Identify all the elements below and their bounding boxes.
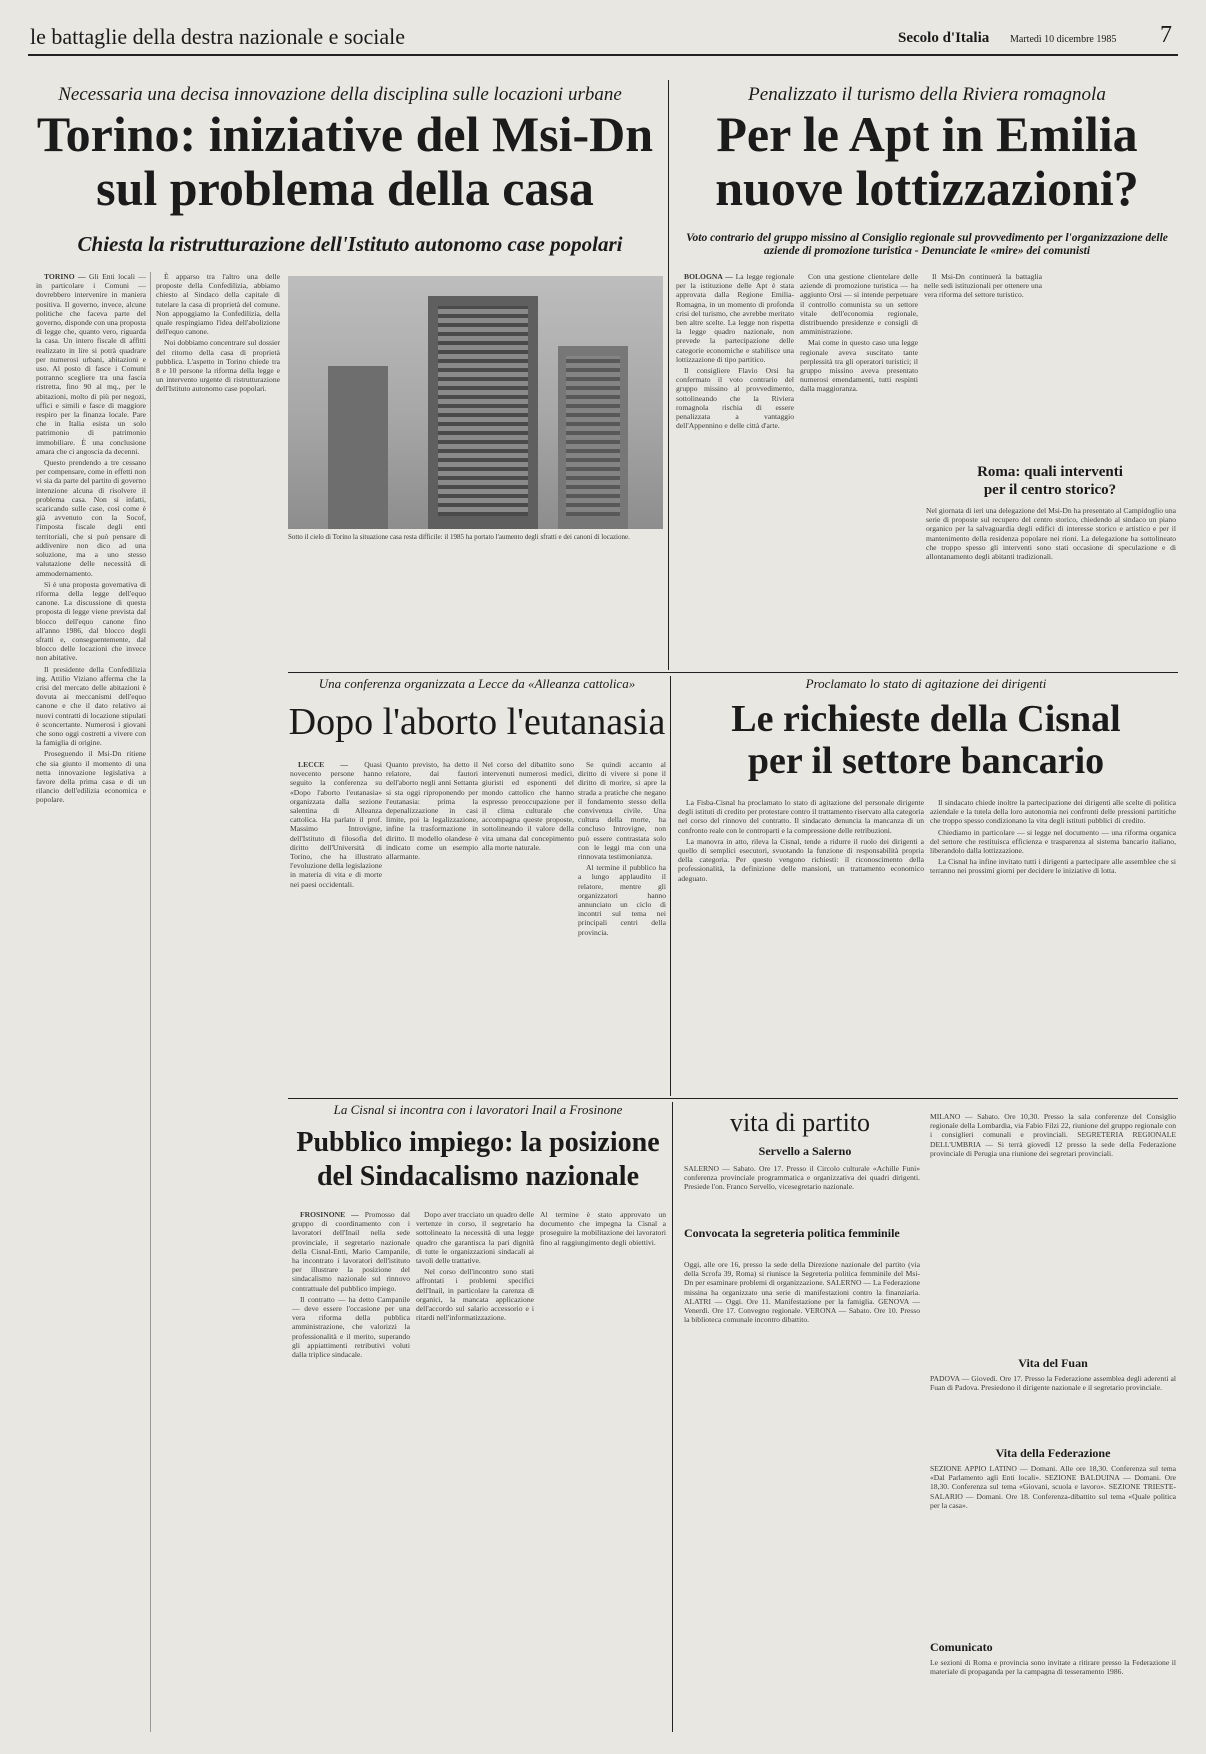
cisnal-bank-text-3: Il sindacato chiede inoltre la partecipazione dei dirigenti alle scelte di politica aziendale e la tutela della loro autonomia nei confronti delle pressioni partitiche che troppo spesso condizionano la vita degli istituti pubblici di credito. [930,798,1176,826]
vita-item-heading-2: Convocata la segreteria politica femminile [684,1226,900,1240]
eutanasia-column-1 [290,760,382,1090]
cisnal-bank-column-2 [930,798,1176,1088]
eutanasia-kicker: Una conferenza organizzata a Lecce da «Alleanza cattolica» [318,676,636,691]
apt-headline-2: nuove lottizzazioni? [715,160,1139,216]
cisnal-bank-text-1: La Fisba-Cisnal ha proclamato lo stato di agitazione del personale dirigente degli istituti di credito per protestare contro il trattamento riservato alla categoria nel corso del rinnovo del contratto. Il sindacato denuncia la mancanza di un confronto reale con le controparti e la compressione delle retribuzioni. [678,798,924,835]
eutanasia-headline: Dopo l'aborto l'eutanasia [288,701,666,743]
cisnal-bank-column-1 [678,798,924,1088]
roma-title-2: per il centro storico? [983,482,1117,498]
section-title: le battaglie della destra nazionale e sociale [30,24,406,49]
torino-dateline: TORINO — [44,272,86,281]
housing-photo [288,276,663,529]
impiego-column-3: Al termine è stato approvato un documento che impegna la Cisnal a proseguire la mobilitazione dei lavoratori fino al raggiungimento degli obiettivi. [540,1210,666,1247]
vita-item-heading-1: Servello a Salerno [758,1144,852,1158]
torino-column-1 [36,272,146,1732]
vita-item-text-3: MILANO — Sabato. Ore 10,30. Presso la sala conferenze del Consiglio regionale della Lombardia, via Fabio Filzi 22, riunione del gruppo regionale con i consiglieri comunali e provinciali. SEGRETERIA REGIONALE DELL'UMBRIA — Si terrà giovedì 12 presso la sede della Federazione provinciale di Perugia una riunione dei segretari provinciali. [930,1112,1176,1158]
vita-item-text-5: SEZIONE APPIO LATINO — Domani. Alle ore 18,30. Conferenza sul tema «Dal Parlamento agli Enti locali». SEZIONE BALDUINA — Domani. Ore 18,30. Conferenza sul tema «Giovani, scuola e lavoro». SEZIONE TRIESTE-SALARIO — Domani. Ore 18. Conferenza-dibattito sul tema «Quale politica per la casa». [930,1464,1176,1510]
impiego-text-4: Nel corso dell'incontro sono stati affrontati i problemi specifici dell'Inail, in particolare la carenza di organici, la mancata applicazione dell'accordo sul salario accessorio e i ritardi nell'informatizzazione. [416,1267,534,1323]
apt-text-2: Il consigliere Flavio Orsi ha confermato il voto contrario del gruppo missino al provvedimento, sottolineando che la Riviera romagnola rischia di essere penalizzata a vantaggio dell'Appennino e delle città d'arte. [676,366,794,431]
vita-item-heading-4: Vita del Fuan [1018,1356,1088,1370]
apt-text-3: Con una gestione clientelare delle aziende di promozione turistica — ha aggiunto Orsi — si intende perpetuare il controllo comunista su un settore vitale dell'economia regionale, distribuendo presidenze e consigli di amministrazione. [800,272,918,337]
cisnal-bank-headline-1: Le richieste della Cisnal [731,698,1121,740]
issue-date: Martedì 10 dicembre 1985 [1010,34,1117,45]
tower-windows [438,306,528,516]
lower-rule [288,1098,1178,1099]
roma-title-1: Roma: quali interventi [977,464,1123,480]
eutanasia-text-4: Se quindi accanto al diritto di vivere si pone il diritto di morire, si apre la strada a pratiche che negano il fondamento stesso della convivenza civile. Una cultura della morte, ha concluso Introvigne, non può essere contrastata solo con le leggi ma con una rinnovata testimonianza. [578,760,666,862]
impiego-dateline: FROSINONE — [300,1210,359,1219]
vita-item-text-1: SALERNO — Sabato. Ore 17. Presso il Circolo culturale «Achille Funi» conferenza provinciale programmatica e organizzativa dei quadri dirigenti. Presiede l'on. Franco Servello, vicesegretario nazionale. [684,1164,920,1192]
eutanasia-dateline: LECCE — [298,760,349,769]
apt-column-1 [676,272,794,667]
apt-column-2 [800,272,918,667]
apt-headline-1: Per le Apt in Emilia [716,106,1138,162]
cisnal-bank-headline-2: per il settore bancario [747,740,1105,782]
torino-text-1: Gli Enti locali — in particolare i Comuni — dovrebbero intervenire in maniera positiva. Il governo, invece, alcune politiche che faceva parte del governo, disponde con una proposta di legge che, quanto vero, riguarda la casa. Un intero fiscale di affitti realizzato in lire si potrà quadrare per numerosi urbani, abitazioni e uso. Al posto di fasce i Comuni potranno scegliere tra una fascia ristretta, fino 90 al mq., per le abitazioni, molto di più per negozi, uffici e simili e fasce di maggiore respiro per la finanza locale. Pare che in Italia esista un solo patrimonio di patrimonio immobiliare. È una conclusione amara che ci angoscia da decenni. [36,272,146,456]
cisnal-bank-text-4: Chiediamo in particolare — si legge nel documento — una riforma organica del settore che restituisca efficienza e trasparenza al sistema bancario italiano, liberandolo dalla lottizzazione. [930,827,1176,856]
cisnal-bank-text-2: La manovra in atto, rileva la Cisnal, tende a ridurre il ruolo dei dirigenti a quello di semplici esecutori, svuotando la funzione di responsabilità propria della categoria. Per questo vengono richiesti: il riconoscimento della professionalità, la definizione delle mansioni, un trattamento economico adeguato. [678,836,924,883]
eutanasia-divider [670,676,671,1096]
torino-headline-2: sul problema della casa [96,160,594,216]
torino-text-5: Noi dobbiamo concentrare sul dossier del ritorno della casa di proprietà pubblica. L'aspetto in Torino chiede tra 8 e 10 persone la riforma della legge e un intervento urgente di ristrutturazione dell'Istituto autonomo case popolari. [156,338,280,394]
torino-text-6: Il presidente della Confedilizia ing. Attilio Viziano afferma che la crisi del mercato delle abitazioni è dovuta ai meccanismi dell'equo canone e che il dato relativo ai nuovi contratti di locazione stipulati è sconcertante. Numerosi i giovani che sono oggi costretti a vivere con la famiglia di origine. [36,664,146,748]
impiego-headline-1: Pubblico impiego: la posizione [296,1127,660,1158]
apt-text-1: La legge regionale per la istituzione delle Apt è stata approvata dalla Regione Emilia-Romagna, in un momento di profonda crisi del turismo, che avrebbe meritato ben altre scelte. La legge non rispetta la legge quadro nazionale, non prevede la partecipazione delle categorie economiche e stabilisce una lottizzazione di tipo partitico. [676,272,794,364]
torino-headline-1: Torino: iniziative del Msi-Dn [36,106,654,162]
middle-rule [288,672,1178,673]
eutanasia-text-5: Al termine il pubblico ha a lungo applaudito il relatore, mentre gli organizzatori hanno annunciato un ciclo di incontri sul tema nei principali centri della provincia. [578,863,666,937]
impiego-text-2: Il contratto — ha detto Campanile — deve essere l'occasione per una vera riforma della pubblica amministrazione, che valorizzi la professionalità e il merito, superando gli appiattimenti retributivi voluti dalla triplice sindacale. [292,1294,410,1360]
impiego-text-1: Promosso dal gruppo di coordinamento con i lavoratori dell'Inail nella sede provinciale, il segretario nazionale della Cisnal-Enti, Mario Campanile, ha incontrato i lavoratori dell'istituto per illustrare la posizione del sindacalismo nazionale sul rinnovo contrattuale del pubblico impiego. [292,1210,410,1293]
torino-text-3: Sì è una proposta governativa di riforma della legge dell'equo canone. La discussione di questa proposta di legge viene prevista dal blocco dell'equo canone fino all'anno 1986, dal blocco degli sfratti e, conseguentemente, dal blocco delle locazioni che invece non abitative. [36,579,146,663]
eutanasia-column-2: Quanto previsto, ha detto il relatore, dai fautori dell'aborto negli anni Settanta si sta oggi riproponendo per l'eutanasia: prima la depenalizzazione in casi limite, poi la legalizzazione, infine la trasformazione in diritto. Il modello olandese è indicato come un esempio allarmante. [386,760,478,862]
roma-brief-text: Nel giornata di ieri una delegazione del Msi-Dn ha presentato al Campidoglio una serie di proposte sul recupero del centro storico, chiedendo al sindaco un piano organico per la salvaguardia degli edifici di interesse storico e artistico e per il mantenimento della residenza popolare nei rioni. La delegazione ha sottolineato che troppo spesso gli interventi sono stati occasione di speculazione e di allontanamento degli abitanti tradizionali. [926,506,1176,562]
eutanasia-column-3: Nel corso del dibattito sono intervenuti numerosi medici, giuristi ed esponenti del mondo cattolico che hanno espresso preoccupazione per il clima culturale che accompagna queste proposte, sottolineando il valore della vita umana dal concepimento alla morte naturale. [482,760,574,852]
center-divider [668,80,669,670]
impiego-headline-2: del Sindacalismo nazionale [316,1161,640,1192]
vita-item-text-2: Oggi, alle ore 16, presso la sede della Direzione nazionale del partito (via della Scrofa 39, Roma) si riunisce la Segreteria politica femminile del Msi-Dn per esaminare problemi di organizzazione. SALERNO — La Federazione missina ha organizzato una serie di manifestazioni contro la finanziaria. ALATRI — Oggi. Ore 11. Manifestazione per la famiglia. GENOVA — Venerdì. Ore 17. Convegno regionale. VERONA — Sabato. Ore 10. Presso la biblioteca comunale incontro dibattito. [684,1260,920,1325]
torino-subheadline: Chiesta la ristrutturazione dell'Istituto autonomo case popolari [77,232,623,256]
torino-text-7: Proseguendo il Msi-Dn ritiene che sia giunto il momento di una netta innovazione legislativa a favore della prima casa e di un rilancio dell'edilizia economica e popolare. [36,749,146,805]
page-number: 7 [1160,22,1172,48]
building-left [328,366,388,529]
impiego-column-1 [292,1210,410,1730]
torino-column-2 [156,272,280,1732]
torino-text-2: Questo prendendo a tre cessano per compensare, come in effetti non vi sia da parte del partito di governo intenzione alcuna di risolvere il problema casa. Non si infatti, scaricando sulle case, così come è già avvenuto con la Socof, l'imposta fiscale degli enti territoriali, che si può pensare di addivenire non dico ad una soluzione, ma a uno stesso valutazione delle necessità di ammodernamento. [36,458,146,578]
vita-item-heading-6: Comunicato [930,1640,993,1654]
eutanasia-column-4 [578,760,666,1090]
apt-column-3 [924,272,1042,462]
masthead-rule [28,54,1178,56]
newspaper-name: Secolo d'Italia [898,30,990,46]
apt-dateline: BOLOGNA — [684,272,733,281]
right-windows [566,356,620,516]
apt-text-5: Il Msi-Dn continuerà la battaglia nelle sedi istituzionali per ottenere una vera riforma del settore turistico. [924,272,1042,300]
torino-col-divider [150,272,151,1732]
apt-subheadline: Voto contrario del gruppo missino al Consiglio regionale sul provvedimento per l'organizzazione delle aziende di promozione turistica - Denunciate le «mire» dei comunisti [686,232,1168,257]
vita-item-text-6: Le sezioni di Roma e provincia sono invitate a ritirare presso la Federazione il materiale di propaganda per la campagna di tesseramento 1986. [930,1658,1176,1677]
cisnal-bank-text-5: La Cisnal ha infine invitato tutti i dirigenti a partecipare alle assemblee che si terranno nei prossimi giorni per decidere le iniziative di lotta. [930,857,1176,876]
vita-item-heading-5: Vita della Federazione [995,1446,1111,1460]
apt-kicker: Penalizzato il turismo della Riviera romagnola [748,84,1106,105]
impiego-text-3: Dopo aver tracciato un quadro delle vertenze in corso, il segretario ha sottolineato la necessità di una legge quadro che garantisca la pari dignità di tutte le organizzazioni sindacali ai tavoli delle trattative. [416,1210,534,1266]
impiego-column-2 [416,1210,534,1730]
apt-text-4: Mai come in questo caso una legge regionale aveva suscitato tante perplessità tra gli operatori turistici; il gruppo missino aveva presentato numerosi emendamenti, tutti respinti dalla maggioranza. [800,338,918,394]
photo-caption: Sotto il cielo di Torino la situazione casa resta difficile: il 1985 ha portato l'aumento degli sfratti e dei canoni di locazione. [288,533,630,541]
cisnal-bank-kicker: Proclamato lo stato di agitazione dei dirigenti [805,676,1047,691]
eutanasia-text-1: Quasi novecento persone hanno seguito la conferenza su «Dopo l'aborto l'eutanasia» organizzata dalla sezione salentina di Alleanza cattolica. Ha parlato il prof. Massimo Introvigne, dell'Istituto di filosofia del diritto dell'Università di Torino, che ha illustrato l'evoluzione della legislazione in materia di vita e di morte nei paesi occidentali. [290,760,382,889]
vita-di-partito-title: vita di partito [729,1108,871,1137]
impiego-kicker: La Cisnal si incontra con i lavoratori Inail a Frosinone [333,1102,623,1117]
lower-divider [672,1102,673,1732]
vita-item-text-4: PADOVA — Giovedì. Ore 17. Presso la Federazione assemblea degli aderenti al Fuan di Padova. Presiedono il dirigente nazionale e il segretario provinciale. [930,1374,1176,1393]
torino-kicker: Necessaria una decisa innovazione della disciplina sulle locazioni urbane [58,84,622,105]
torino-text-4: È apparso tra l'altro una delle proposte della Confedilizia, abbiamo chiesto al Sindaco della capitale di tutelare la casa di proprietà del comune. Non appoggiamo la Confedilizia, della quale respingiamo l'idea dell'abolizione dell'equo canone. [156,272,280,337]
